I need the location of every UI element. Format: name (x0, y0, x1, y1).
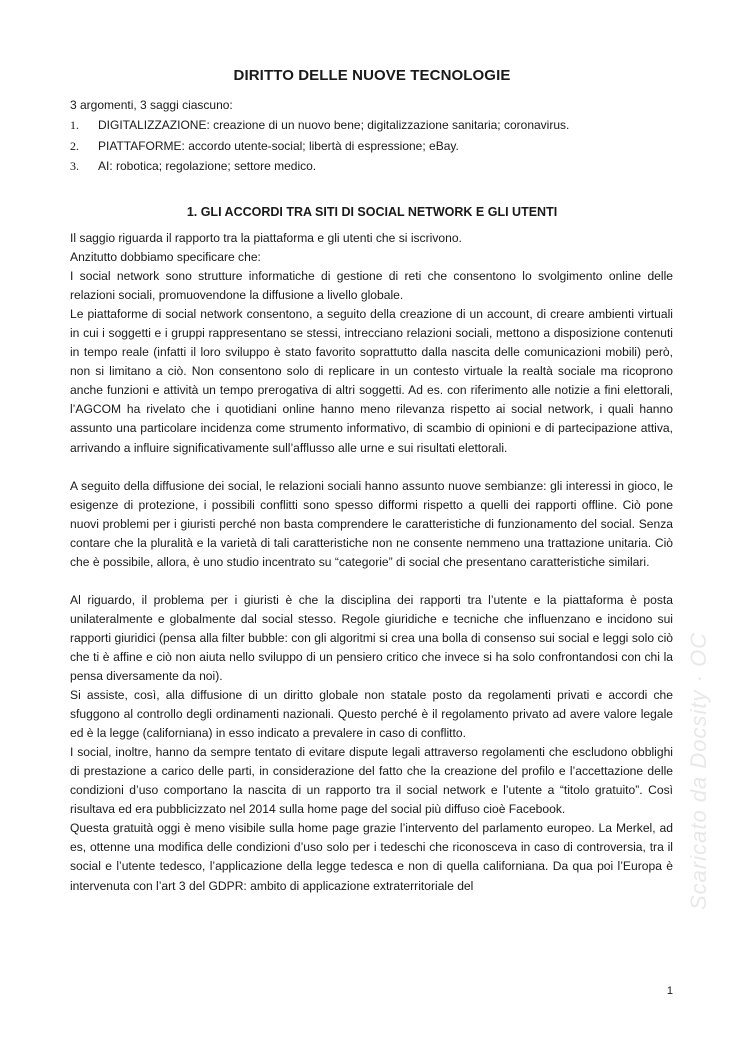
paragraph: Si assiste, così, alla diffusione di un diritto globale non statale posto da regolamenti privati e accordi che sfuggono al controllo degli ordinamenti nazionali. Questo perché è il regolamento privato ad avere valore legale ed è la legge (californiana) in esso indicato a prevalere in caso di conflitto. (70, 688, 673, 741)
watermark: Scaricato da Docsity · OC (686, 631, 711, 910)
list-item-text: DIGITALIZZAZIONE: creazione di un nuovo bene; digitalizzazione sanitaria; coronavirus. (98, 118, 570, 132)
paragraph: Questa gratuità oggi è meno visibile sulla home page grazie l’intervento del parlamento europeo. La Merkel, ad es, ottenne una modifica delle condizioni d’uso solo per i tedeschi che riconosceva in caso di controversia, tra il social e l’utente tedesco, l’applicazione della legge tedesca e non di quella californiana. Da qua poi l’Europa è intervenuta con l’art 3 del GDPR: ambito di applicazione extraterritoriale del (70, 821, 673, 893)
list-item (70, 136, 569, 157)
section-heading: 1. GLI ACCORDI TRA SITI DI SOCIAL NETWORK E GLI UTENTI (186, 205, 558, 219)
paragraph: Anzitutto dobbiamo specificare che: (70, 250, 261, 265)
paragraph: Le piattaforme di social network consentono, a seguito della creazione di un account, di creare ambienti virtuali in cui i soggetti e i gruppi rappresentano se stessi, intrecciano relazioni sociali, mettono a disposizione contenuti in tempo reale (infatti il loro sviluppo è stato favorito soprattutto dalla nascita delle comunicazioni mobili) però, non si limitano a ciò. Non consentono solo di replicare in un contesto virtuale la realtà sociale ma ricoprono anche funzioni e attività un tempo prerogativa di altri soggetti. Ad es. con riferimento alle notizie a fini elettorali, l’AGCOM ha rivelato che i quotidiani online hanno meno rilevanza rispetto ai social network, i quali hanno assunto una particolare incidenza come strumento informativo, di scambio di opinioni e di partecipazione attiva, arrivando a influire significativamente sull’afflusso alle urne e sui risultati elettorali. (70, 307, 673, 455)
list-number: 2. (70, 138, 79, 153)
paragraph: I social, inoltre, hanno da sempre tentato di evitare dispute legali attraverso regolamenti che escludono obblighi di prestazione a carico delle parti, in considerazione del fatto che la creazione del profilo e l’accettazione delle condizioni d’uso comportano la nascita di un rapporto tra il social network e l’utente a “titolo gratuito”. Così risultava ed era pubblicizzato nel 2014 sulla home page del social più diffuso cioè Facebook. (70, 745, 673, 817)
list-item-text: PIATTAFORME: accordo utente-social; libertà di espressione; eBay. (98, 138, 459, 153)
paragraph: Al riguardo, il problema per i giuristi è che la disciplina dei rapporti tra l’utente e la piattaforma è posta unilateralmente e globalmente dal social stesso. Regole giuridiche e tecniche che influenzano e incidono sui rapporti giuridici (pensa alla filter bubble: con gli algoritmi si crea una bolla di consenso sui social e leggi solo ciò che ti è affine e ciò non aiuta nello sviluppo di un pensiero critico che invece si ha solo confrontandosi con chi la pensa diversamente da noi). (70, 592, 673, 683)
intro-line: 3 argomenti, 3 saggi ciascuno: (70, 98, 233, 112)
paragraph: A seguito della diffusione dei social, le relazioni sociali hanno assunto nuove sembianze: gli interessi in gioco, le esigenze di protezione, i possibili conflitti sono spesso difformi rispetto a quelli dei rapporti offline. Ciò pone nuovi problemi per i giuristi perché non basta comprendere le caratteristiche di funzionamento del social. Senza contare che la pluralità e la varietà di tali caratteristiche non ne consente nemmeno una trattazione unitaria. Ciò che è possibile, allora, è uno studio incentrato su “categorie” di social che presentano caratteristiche similari. (70, 478, 673, 569)
list-number: 3. (70, 159, 79, 173)
list-item (70, 115, 569, 136)
paragraph: I social network sono strutture informatiche di gestione di reti che consentono lo svolgimento online delle relazioni sociali, promuovendone la diffusione a livello globale. (70, 269, 673, 303)
page-number: 1 (666, 985, 673, 997)
page-title: DIRITTO DELLE NUOVE TECNOLOGIE (233, 67, 511, 84)
paragraph: Il saggio riguarda il rapporto tra la piattaforma e gli utenti che si iscrivono. (70, 231, 462, 245)
body-text (70, 229, 673, 896)
topic-list (70, 115, 569, 177)
list-item (70, 156, 569, 177)
list-item-text: AI: robotica; regolazione; settore medico. (98, 159, 317, 173)
list-number: 1. (70, 118, 79, 132)
